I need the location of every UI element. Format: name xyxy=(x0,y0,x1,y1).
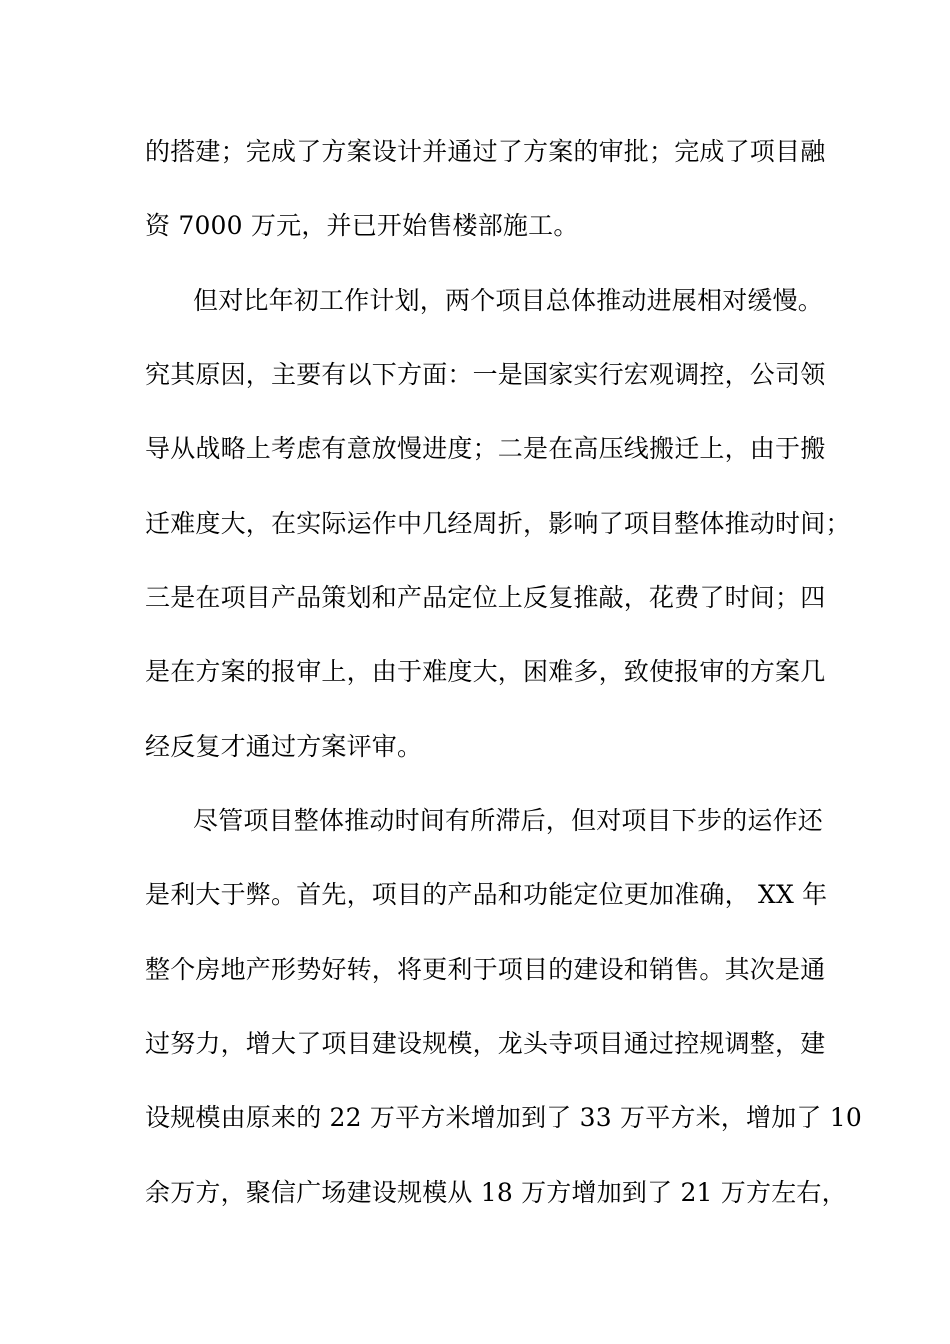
text-line: 三是在项目产品策划和产品定位上反复推敲，花费了时间；四 xyxy=(145,583,826,612)
text-line: 资 7000 万元，并已开始售楼部施工。 xyxy=(145,211,579,240)
paragraph-start-line: 尽管项目整体推动时间有所滞后，但对项目下步的运作还 xyxy=(193,806,824,835)
text-line: 整个房地产形势好转，将更利于项目的建设和销售。其次是通 xyxy=(145,955,826,984)
text-line: 经反复才通过方案评审。 xyxy=(145,732,423,761)
text-line: 的搭建；完成了方案设计并通过了方案的审批；完成了项目融 xyxy=(145,137,826,166)
text-line: 过努力，增大了项目建设规模，龙头寺项目通过控规调整，建 xyxy=(145,1029,826,1058)
text-line: 余万方，聚信广场建设规模从 18 万方增加到了 21 万方左右， xyxy=(145,1178,847,1207)
text-line: 导从战略上考虑有意放慢进度；二是在高压线搬迁上，由于搬 xyxy=(145,434,826,463)
text-line: 迁难度大，在实际运作中几经周折，影响了项目整体推动时间； xyxy=(145,509,851,538)
paragraph-start-line: 但对比年初工作计划，两个项目总体推动进展相对缓慢。 xyxy=(193,286,824,315)
text-line: 设规模由原来的 22 万平方米增加到了 33 万平方米，增加了 10 xyxy=(145,1103,862,1132)
text-line: 是在方案的报审上，由于难度大，困难多，致使报审的方案几 xyxy=(145,657,826,686)
text-line: 究其原因，主要有以下方面：一是国家实行宏观调控，公司领 xyxy=(145,360,826,389)
text-line: 是利大于弊。首先，项目的产品和功能定位更加准确， XX 年 xyxy=(145,880,828,909)
